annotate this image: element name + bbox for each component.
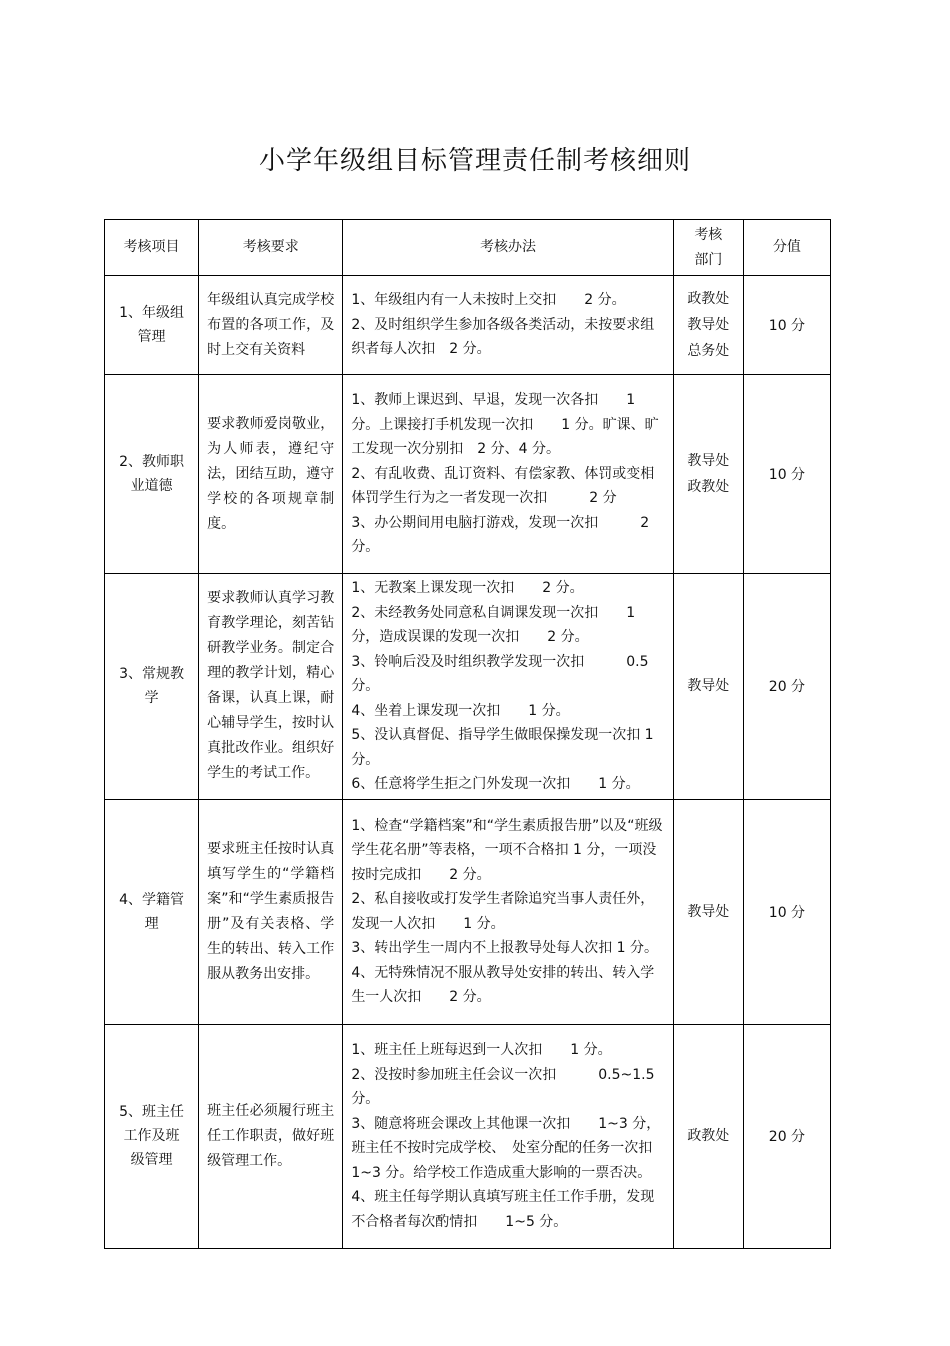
header-project: 考核项目	[105, 220, 199, 276]
method-item: 1、无教案上课发现一次扣 2 分。	[351, 580, 584, 596]
method-cell	[343, 574, 673, 800]
header-dept-line1: 考核	[694, 226, 723, 243]
score-cell: 20 分	[743, 574, 830, 800]
dept-line: 政教处	[687, 1128, 730, 1144]
requirement-cell: 要求班主任按时认真填写学生的“学籍档案”和“学生素质报告册”及有关表格、学生的转出、转入工作服从教务出安排。	[199, 799, 343, 1024]
table-row	[105, 276, 831, 375]
table-header-row	[105, 220, 831, 276]
method-item: 2、未经教务处同意私自调课发现一次扣 1 分，造成误课的发现一次扣 2 分。	[351, 604, 636, 645]
method-item: 4、无特殊情况不服从教导处安排的转出、转入学生一人次扣 2 分。	[351, 964, 655, 1005]
method-item: 4、坐着上课发现一次扣 1 分。	[351, 702, 570, 719]
table-row	[105, 799, 831, 1024]
score-cell: 10 分	[743, 375, 830, 574]
requirement-cell: 年级组认真完成学校布置的各项工作，及时上交有关资料	[199, 276, 343, 375]
header-dept-line2: 部门	[694, 251, 723, 268]
method-cell	[343, 1024, 673, 1248]
project-cell	[105, 574, 199, 800]
dept-line: 教导处	[687, 317, 730, 333]
project-line: 学	[144, 690, 159, 707]
dept-cell	[673, 276, 743, 375]
project-cell	[105, 375, 199, 574]
score-cell: 10 分	[743, 276, 830, 375]
method-item: 3、随意将班会课改上其他课一次扣 1~3 分，班主任不按时完成学校、 处室分配的任务一次扣 1~3 分。给学校工作造成重大影响的一票否决。	[351, 1115, 661, 1181]
table-row	[105, 1024, 831, 1248]
project-line: 工作及班	[123, 1128, 180, 1144]
method-cell	[343, 375, 673, 574]
dept-line: 政教处	[687, 291, 730, 307]
method-item: 6、任意将学生拒之门外发现一次扣 1 分。	[351, 776, 640, 792]
project-line: 管理	[137, 329, 166, 345]
method-cell	[343, 276, 673, 375]
method-item: 1、年级组内有一人未按时上交扣 2 分。	[351, 292, 626, 309]
method-item: 4、班主任每学期认真填写班主任工作手册，发现不合格者每次酌情扣 1~5 分。	[351, 1189, 655, 1230]
project-line: 3、常规教	[119, 666, 185, 683]
method-item: 2、没按时参加班主任会议一次扣 0.5~1.5 分。	[351, 1066, 655, 1107]
dept-line: 教导处	[687, 678, 730, 695]
header-method: 考核办法	[343, 220, 673, 276]
project-line: 4、学籍管	[119, 891, 185, 908]
dept-line: 政教处	[687, 479, 730, 495]
score-cell: 20 分	[743, 1024, 830, 1248]
assessment-table	[104, 219, 831, 1249]
table-row	[105, 375, 831, 574]
header-score: 分值	[743, 220, 830, 276]
project-line: 5、班主任	[119, 1104, 185, 1120]
method-cell	[343, 799, 673, 1024]
project-line: 2、教师职	[119, 454, 185, 470]
method-item: 1、班主任上班每迟到一人次扣 1 分。	[351, 1042, 612, 1058]
dept-cell	[673, 375, 743, 574]
method-item: 5、没认真督促、指导学生做眼保操发现一次扣 1 分。	[351, 727, 654, 768]
dept-cell	[673, 574, 743, 800]
method-item: 3、转出学生一周内不上报教导处每人次扣 1 分。	[351, 940, 659, 956]
dept-cell	[673, 799, 743, 1024]
dept-line: 总务处	[687, 343, 730, 359]
method-item: 1、教师上课迟到、早退，发现一次各扣 1 分。上课接打手机发现一次扣 1 分。旷课、旷工发现一次分别扣 2 分、4 分。	[351, 392, 659, 458]
dept-cell	[673, 1024, 743, 1248]
dept-line: 教导处	[687, 453, 730, 469]
project-cell	[105, 799, 199, 1024]
method-item: 3、铃响后没及时组织教学发现一次扣 0.5 分。	[351, 653, 649, 694]
requirement-cell: 班主任必须履行班主任工作职责，做好班级管理工作。	[199, 1024, 343, 1248]
page-title: 小学年级组目标管理责任制考核细则	[258, 146, 691, 176]
header-requirement: 考核要求	[199, 220, 343, 276]
project-line: 业道德	[130, 478, 173, 494]
project-cell	[105, 276, 199, 375]
dept-line: 教导处	[687, 903, 730, 920]
requirement-cell: 要求教师认真学习教育教学理论，刻苦钻研教学业务。制定合理的教学计划，精心备课，认真上课，耐心辅导学生，按时认真批改作业。组织好学生的考试工作。	[199, 574, 343, 800]
score-cell: 10 分	[743, 799, 830, 1024]
table-row	[105, 574, 831, 800]
project-cell	[105, 1024, 199, 1248]
project-line: 理	[144, 915, 159, 932]
method-item: 1、检查“学籍档案”和“学生素质报告册”以及“班级学生花名册”等表格，一项不合格扣 1 分，一项没按时完成扣 2 分。	[351, 817, 663, 883]
method-item: 2、及时组织学生参加各级各类活动，未按要求组织者每人次扣 2 分。	[351, 316, 655, 358]
project-line: 1、年级组	[119, 305, 185, 321]
method-item: 2、有乱收费、乱订资料、有偿家教、体罚或变相体罚学生行为之一者发现一次扣 2 分	[351, 465, 655, 507]
requirement-cell: 要求教师爱岗敬业，为人师表，遵纪守法，团结互助，遵守学校的各项规章制度。	[199, 375, 343, 574]
header-dept	[673, 220, 743, 276]
project-line: 级管理	[130, 1152, 173, 1168]
method-item: 3、办公期间用电脑打游戏，发现一次扣 2 分。	[351, 514, 650, 556]
method-item: 2、私自接收或打发学生者除追究当事人责任外，发现一人次扣 1 分。	[351, 891, 655, 932]
